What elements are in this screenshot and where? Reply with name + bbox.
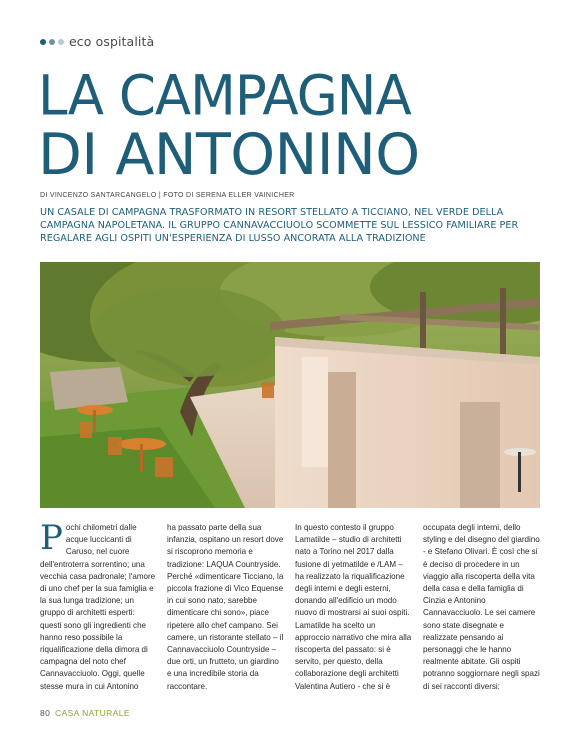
drop-cap: P <box>40 518 63 558</box>
body-column-3 <box>295 522 412 693</box>
article-body <box>40 518 540 702</box>
body-column-2-text: ha passato parte della sua infanzia, ospitano un resort dove si riscoprono memoria e tradizione: LAQUA Countryside. Perché «dimenticare Ticciano, la piccola frazione di Vico Equense in cui sono nato, sarebbe dimenticare chi sono», piace ripetere allo chef campano. Sei camere, un ristorante stellato – il Cannavacciuolo Countryside – due orti, un frutteto, un giardino e una incredibile storia da raccontare. <box>167 523 284 691</box>
dot-light <box>58 39 64 45</box>
page-footer <box>40 708 130 718</box>
byline: DI VINCENZO SANTARCANGELO | FOTO DI SERENA ELLER VAINICHER <box>40 192 295 199</box>
dot-dark <box>40 39 46 45</box>
magazine-name: CASA NATURALE <box>55 708 130 718</box>
section-dots <box>40 39 64 45</box>
section-tag <box>40 34 154 49</box>
body-column-4 <box>423 522 540 693</box>
title-line-1: LA CAMPAGNA <box>38 64 411 129</box>
body-column-4-text: occupata degli interni, dello styling e del disegno del giardino - e Stefano Olivari. È così che si è deciso di procedere in un viaggio alla riscoperta della vita della casa e della famiglia di Cinzia e Antonino Cannavacciuolo. Le sei camere sono state disegnate e realizzate pensando ai personaggi che le hanno realmente abitate. Gli ospiti potranno soggiornare negli spazi di sei racconti diversi: <box>423 523 540 691</box>
title-line-2: DI ANTONINO <box>38 122 420 188</box>
page-number: 80 <box>40 708 51 718</box>
resort-photo-illustration <box>40 262 540 508</box>
body-column-3-text: In questo contesto il gruppo Lamatilde – studio di architetti nato a Torino nel 2017 dalla fusione di yetmatilde e /LAM – ha realizzato la riqualificazione degli interni e degli esterni, donando all'edificio un modo nuovo di mostrarsi ai suoi ospiti. Lamatilde ha scelto un approccio narrativo che mira alla riscoperta del passato: si è servito, per questo, della collaborazione degli architetti Valentina Autiero - che si è <box>295 523 412 691</box>
body-column-1 <box>40 518 157 693</box>
section-label: eco ospitalità <box>69 34 155 49</box>
body-column-1-text: ochi chilometri dalle acque luccicanti di Caruso, nel cuore dell'entroterra sorrentino; una vecchia casa padronale; l'amore di uno chef per la sua famiglia e la sua lunga tradizione; un gruppo di architetti esperti: questi sono gli ingredienti che hanno reso possibile la riqualificazione della dimora di campagna del noto chef Cannavacciuolo. Oggi, quelle stesse mura in cui Antonino <box>40 523 156 691</box>
lead-paragraph: UN CASALE DI CAMPAGNA TRASFORMATO IN RESORT STELLATO A TICCIANO, NEL VERDE DELLA CAMPAGNA NAPOLETANA. IL GRUPPO CANNAVACCIUOLO SCOMMETTE SUL LESSICO FAMILIARE PER REGALARE AGLI OSPITI UN'ESPERIENZA DI LUSSO ANCORATA ALLA TRADIZIONE <box>40 207 519 244</box>
dot-mid <box>49 39 55 45</box>
resort-photo <box>40 262 540 508</box>
body-column-2 <box>167 522 284 693</box>
article-title <box>38 64 420 188</box>
